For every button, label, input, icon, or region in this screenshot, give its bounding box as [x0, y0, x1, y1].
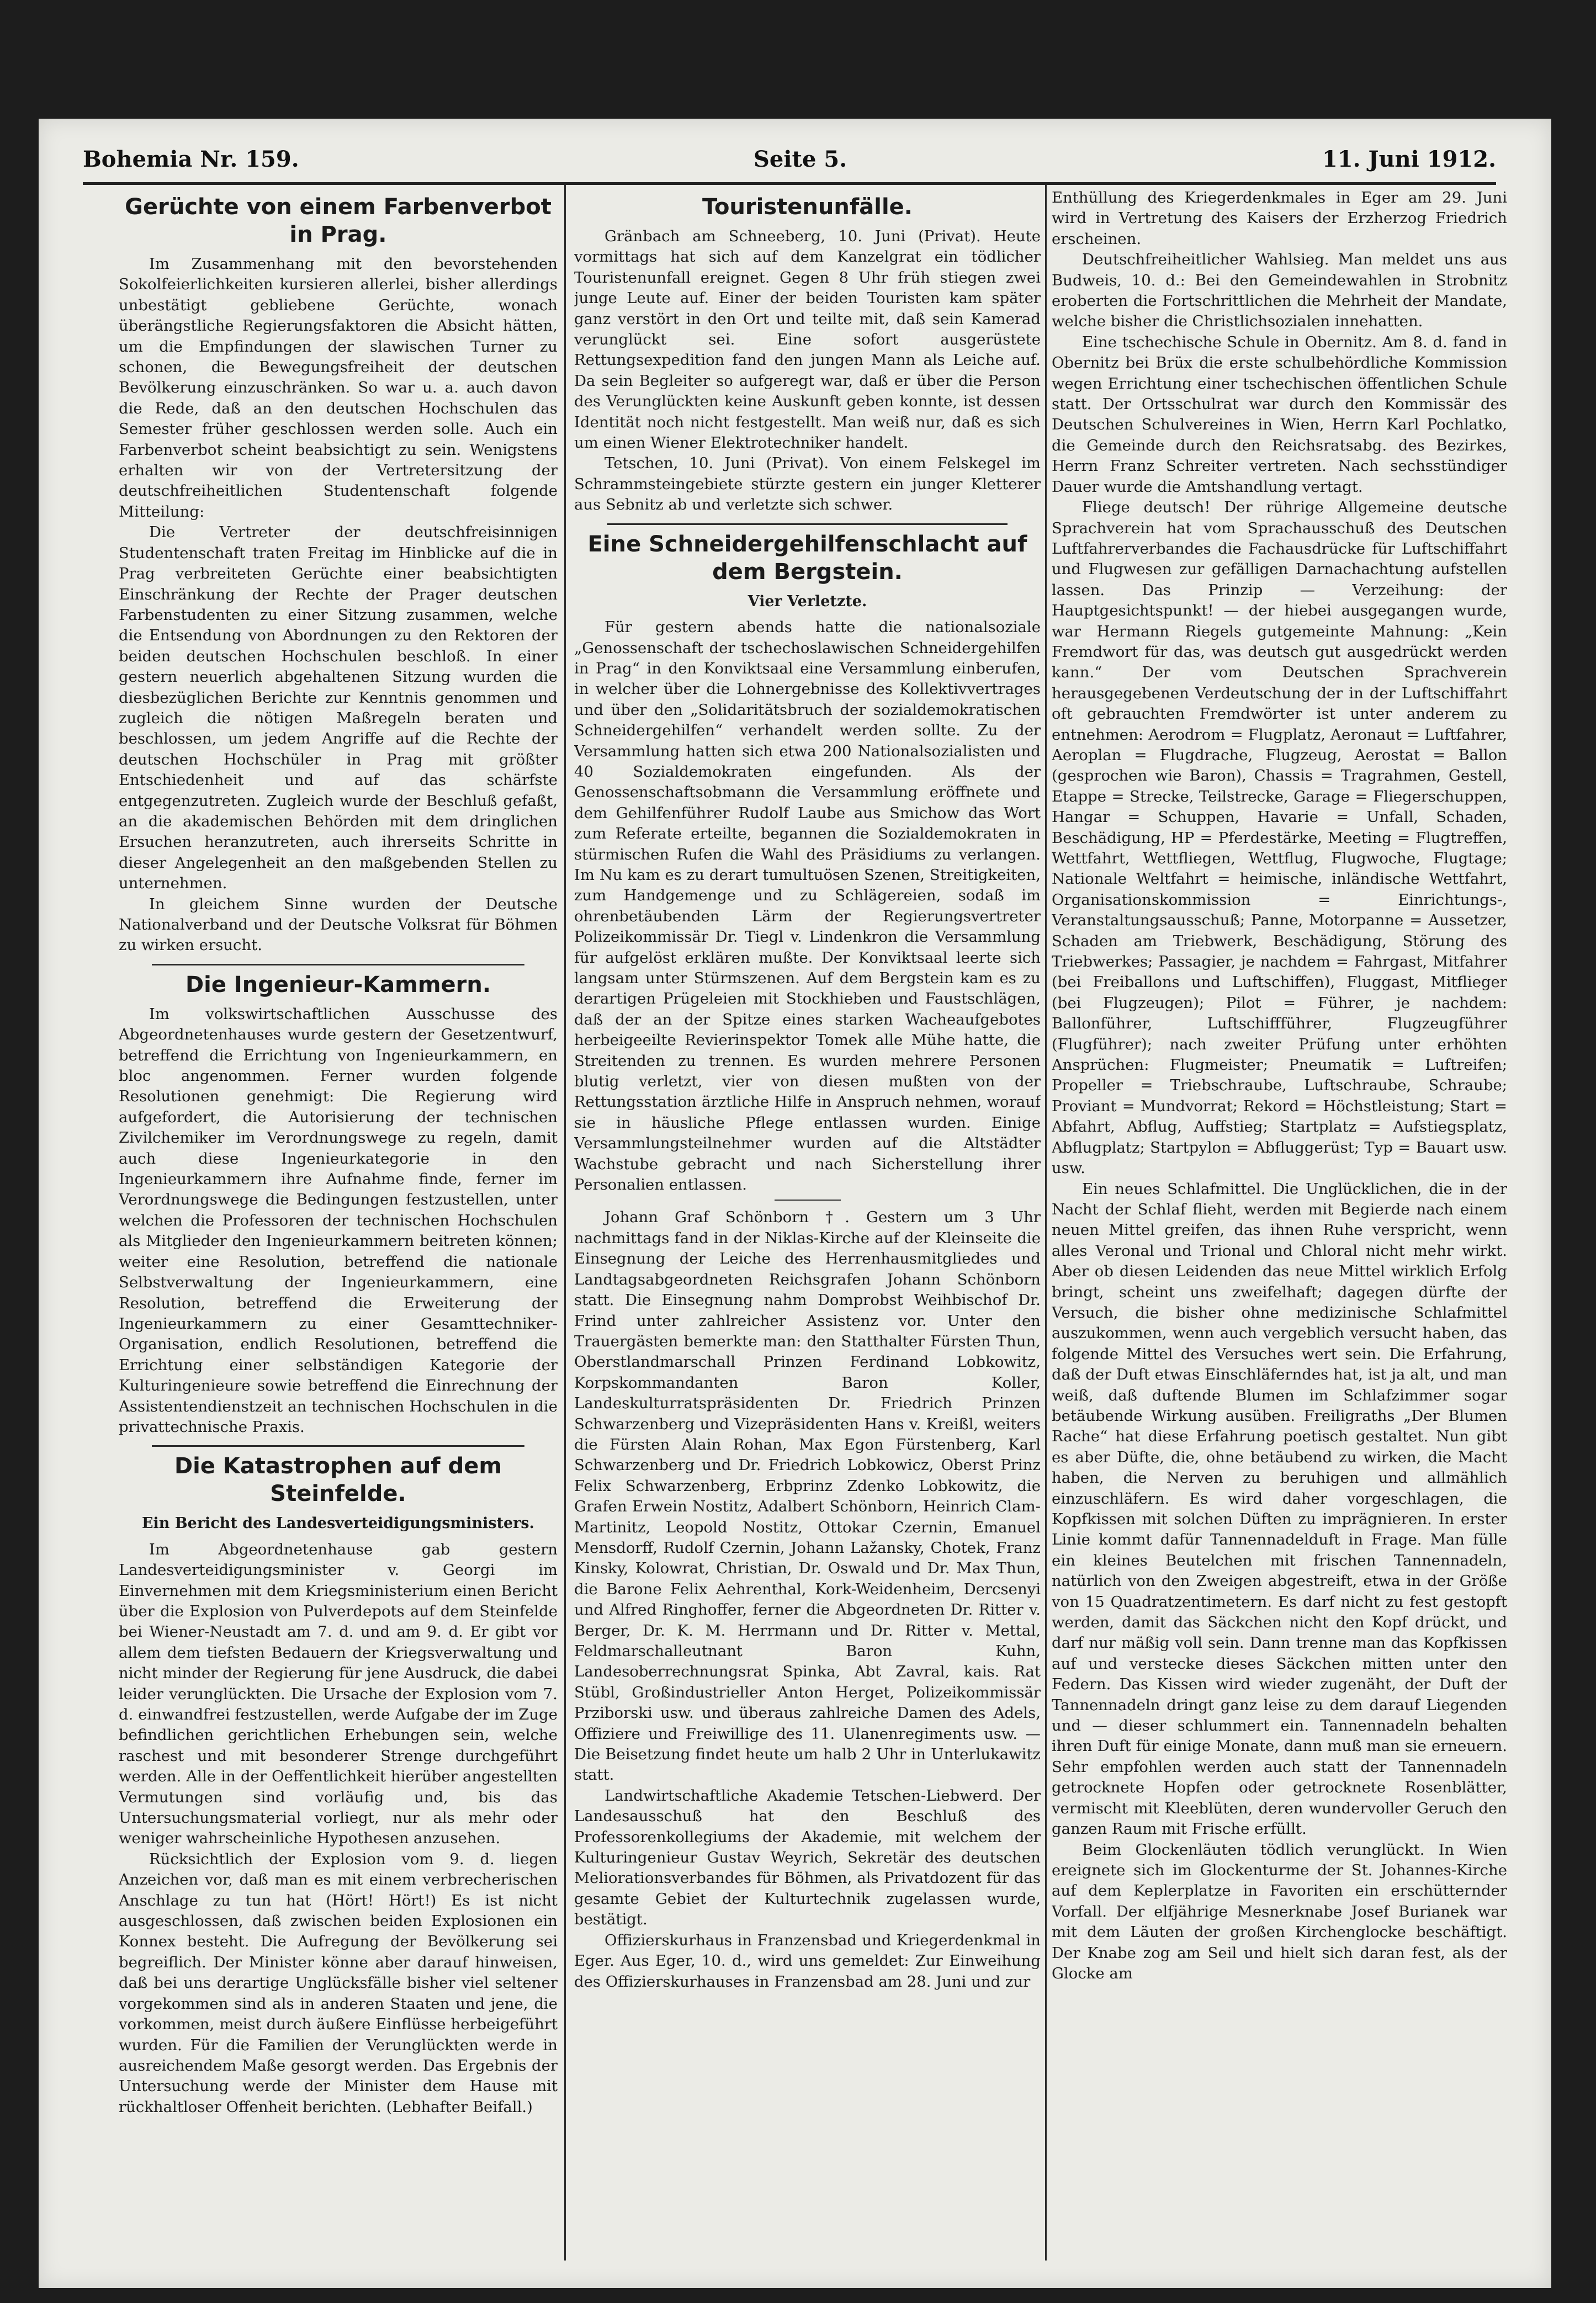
column-1 — [119, 188, 558, 2263]
article-paragraph: Beim Glockenläuten tödlich verunglückt. In Wien ereignete sich im Glockenturme der St. Johannes-Kirche auf dem Keplerplatze in Favoriten ein erschütternder Vorfall. Der elfjährige Mesnerknabe Josef Burianek war mit dem Läuten der großen Kirchenglocke beschäftigt. Der Knabe zog am Seil und hielt sich daran fest, als der Glocke am — [1052, 1840, 1507, 1982]
column-divider-2 — [1045, 185, 1047, 2260]
headline-farbenverbot: Gerüchte von einem Farbenverbot in Prag. — [125, 194, 552, 247]
article-paragraph: Die Vertreter der deutschfreisinnigen Studentenschaft traten Freitag im Hinblicke auf die in Prag verbreiteten Gerüchte einer beabsichtigten Einschränkung der Rechte der Prager deutschen Farbenstudenten zu einer Sitzung zusammen, welche die Entsendung von Abordnungen zu den Rektoren der beiden deutschen Hochschulen beschloß. In einer gestern neuerlich abgehaltenen Sitzung wurden die diesbezüglichen Berichte zur Kenntnis genommen und zugleich die nötigen Maßregeln beraten und beschlossen, um jedem Angriffe auf die Rechte der deutschen Hochschüler in Prag mit größter Entschiedenheit und auf das schärfste entgegenzutreten. Zugleich wurde der Beschluß gefaßt, an die akademischen Behörden mit dem dringlichen Ersuchen heranzutreten, auch ihrerseits Schritte in dieser Angelegenheit an den maßgebenden Stellen zu unternehmen. — [119, 523, 558, 893]
header-left: Bohemia Nr. 159. — [83, 146, 299, 172]
article-paragraph: Im volkswirtschaftlichen Ausschusse des Abgeordnetenhauses wurde gestern der Gesetzentwurf, betreffend die Errichtung von Ingenieurkammern, en bloc angenommen. Ferner wurden folgende Resolutionen genehmigt: Die Regierung wird aufgefordert, die Autorisierung der technischen Zivilchemiker im Verordnungswege zu regeln, damit auch diese Ingenieurkategorie in den Ingenieurkammern ihre Aufnahme finde, ferner im Verordnungswege die Bedingungen festzustellen, unter welchen die Professoren der technischen Hochschulen als Mitglieder den Ingenieurkammern beitreten können; weiter eine Resolution, betreffend die nationale Selbstverwaltung der Ingenieurkammern, eine Resolution, betreffend die Erweiterung der Ingenieurkammern zu einer Gesamttechniker-Organisation, endlich Resolutionen, betreffend die Errichtung einer selbständigen Kategorie der Kulturingenieure sowie betreffend die Einrechnung der Assistentendienstzeit an technischen Hochschulen in die privattechnische Praxis. — [119, 1005, 558, 1436]
article-paragraph: Landwirtschaftliche Akademie Tetschen-Liebwerd. Der Landesausschuß hat den Beschluß des Professorenkollegiums der Akademie, mit welchem der Kulturingenieur Gustav Weyrich, Sekretär des deutschen Meliorationsverbandes für Böhmen, als Privatdozent für das gesamte Gebiet der Kulturtechnik zugelassen wurde, bestätigt. — [574, 1786, 1041, 1929]
column-2 — [574, 188, 1041, 2263]
section-rule — [607, 523, 1008, 525]
headline-ingenieur-kammern: Die Ingenieur-Kammern. — [185, 972, 491, 997]
article-paragraph: Deutschfreiheitlicher Wahlsieg. Man meldet uns aus Budweis, 10. d.: Bei den Gemeindewahlen in Strobnitz eroberten die Fortschrittlichen die Mehrheit der Mandate, welche bisher die Christlichsozialen innehatten. — [1052, 251, 1507, 331]
article-paragraph: In gleichem Sinne wurden der Deutsche Nationalverband und der Deutsche Volksrat für Böhmen zu wirken ersucht. — [119, 895, 558, 954]
column-divider-1 — [564, 185, 566, 2260]
subheadline-verletzte: Vier Verletzte. — [747, 592, 867, 610]
page-header — [83, 141, 1496, 179]
headline-schneidergehilfenschlacht: Eine Schneidergehilfenschlacht auf dem Bergstein. — [587, 531, 1027, 585]
article-paragraph: Johann Graf Schönborn †. Gestern um 3 Uhr nachmittags fand in der Niklas-Kirche auf der Kleinseite die Einsegnung der Leiche des Herrenhausmitgliedes und Landtagsabgeordneten Reichsgrafen Johann Schönborn statt. Die Einsegnung nahm Domprobst Weihbischof Dr. Frind unter zahlreicher Assistenz vor. Unter den Trauergästen bemerkte man: den Statthalter Fürsten Thun, Oberstlandmarschall Prinzen Ferdinand Lobkowitz, Korpskommandanten Baron Koller, Landeskulturratspräsidenten Dr. Friedrich Prinzen Schwarzenberg und Vizepräsidenten Hans v. Kreißl, weiters die Fürsten Alain Rohan, Max Egon Fürstenberg, Karl Schwarzenberg und Dr. Friedrich Lobkowicz, Oberst Prinz Felix Schwarzenberg, Erbprinz Zdenko Lobkowitz, die Grafen Erwein Nostitz, Adalbert Schönborn, Heinrich Clam-Martinitz, Leopold Nostitz, Ottokar Czernin, Emanuel Mensdorff, Rudolf Czernin, Johann Lažansky, Chotek, Franz Kinsky, Kolowrat, Christian, Dr. Oswald und Dr. Max Thun, die Barone Felix Aehrenthal, Kork-Weidenheim, Dercsenyi und Alfred Ringhoffer, ferner die Abgeordneten Dr. Ritter v. Berger, Dr. K. M. Herrmann und Dr. Ritter v. Mettal, Feldmarschalleutnant Baron Kuhn, Landesoberrechnungsrat Spinka, Abt Zavral, kais. Rat Stübl, Großindustrieller Anton Herget, Polizeikommissär Prziborski usw. und überaus zahlreiche Damen des Adels, Offiziere und Freiwillige des 11. Ulanenregiments usw. — Die Beisetzung findet heute um halb 2 Uhr in Unterlukawitz statt. — [574, 1208, 1041, 1784]
header-rule — [83, 182, 1496, 185]
header-center: Seite 5. — [754, 146, 847, 172]
article-paragraph: Ein neues Schlafmittel. Die Unglücklichen, die in der Nacht der Schlaf flieht, werden mit Begierde nach einem neuen Mittel greifen, das ihnen Ruhe verspricht, wenn alles Veronal und Trional und Chloral nicht mehr wirkt. Aber ob diesen Leidenden das neue Mittel wirklich Erfolg bringt, scheint uns zweifelhaft; dagegen dürfte der Versuch, die bisher ohne medizinische Schlafmittel auszukommen, wenn auch vergeblich versucht haben, das folgende Mittel des Versuches wert sein. Die Erfahrung, daß der Duft etwas Einschläferndes hat, ist ja alt, und man weiß, daß duftende Blumen im Schlafzimmer sogar betäubende Wirkung ausüben. Freiligraths „Der Blumen Rache“ hat diese Erfahrung poetisch gestaltet. Nun gibt es aber Düfte, die, ohne betäubend zu wirken, die Macht haben, die Nerven zu beruhigen und allmählich einzuschläfern. Es wird daher vorgeschlagen, die Kopfkissen mit solchen Düften zu imprägnieren. In erster Linie kommt dafür Tannennadelduft in Frage. Man fülle ein kleines Beutelchen mit frischen Tannennadeln, natürlich von den Zweigen abgestreift, etwa in der Größe von 15 Quadratzentimetern. Es darf nicht zu fest gestopft werden, damit das Säckchen nicht den Kopf drückt, und darf nur mäßig voll sein. Dann trenne man das Kopfkissen auf und verstecke dieses Säckchen mitten unter den Federn. Das Kissen wird wieder zugenäht, der Duft der Tannennadeln dringt ganz leise zu dem darauf Liegenden und — dieser schlummert ein. Tannennadeln behalten ihren Duft für einige Monate, dann muß man sie erneuern. Sehr empfohlen werden auch statt der Tannennadeln getrocknete Hopfen oder getrocknete Rosenblätter, vermischt mit Kleeblüten, deren wundervoller Geruch den ganzen Raum mit Frische erfüllt. — [1052, 1180, 1507, 1838]
header-right: 11. Juni 1912. — [1322, 146, 1496, 172]
article-paragraph: Im Abgeordnetenhause gab gestern Landesverteidigungsminister v. Georgi im Einvernehmen mit dem Kriegsministerium einen Bericht über die Explosion von Pulverdepots auf dem Steinfelde bei Wiener-Neustadt am 7. d. und am 9. d. Er gibt vor allem dem tiefsten Bedauern der Kriegsverwaltung und nicht minder der Regierung für jene Ausdruck, die dabei leider verunglückten. Die Ursache der Explosion vom 7. d. einwandfrei festzustellen, werde Aufgabe der im Zuge befindlichen gerichtlichen Erhebungen sein, welche raschest und mit besonderer Strenge durchgeführt werden. Alle in der Oeffentlichkeit hierüber angestellten Vermutungen sind vorläufig und, bis das Untersuchungsmaterial vorliegt, nur als mehr oder weniger wahrscheinliche Hypothesen anzusehen. — [119, 1540, 558, 1848]
article-paragraph: Fliege deutsch! Der rührige Allgemeine deutsche Sprachverein hat vom Sprachausschuß des Deutschen Luftfahrerverbandes die Fachausdrücke für Luftschiffahrt und Flugwesen zur gefälligen Darnachachtung aufstellen lassen. Das Prinzip — Verzeihung: der Hauptgesichtspunkt! — der hiebei ausgegangen wurde, war Hermann Riegels gutgemeinte Mahnung: „Kein Fremdwort für das, was deutsch gut ausgedrückt werden kann.“ Der vom Deutschen Sprachverein herausgegebenen Verdeutschung der in der Luftschiffahrt oft gebrauchten Fremdwörter ist unter anderem zu entnehmen: Aerodrom = Flugplatz, Aeronaut = Luftfahrer, Aeroplan = Flugdrache, Flugzeug, Aerostat = Ballon (gesprochen wie Baron), Chassis = Tragrahmen, Gestell, Etappe = Strecke, Teilstrecke, Garage = Fliegerschuppen, Hangar = Schuppen, Havarie = Unfall, Schaden, Beschädigung, HP = Pferdestärke, Meeting = Flugtreffen, Wettfahrt, Wettfliegen, Wettflug, Flugwoche, Flugtage; Nationale Weltfahrt = heimische, inländische Wettfahrt, Organisationskommission = Einrichtungs-, Veranstaltungsausschuß; Panne, Motorpanne = Aussetzer, Schaden am Triebwerk, Beschädigung, Störung des Triebwerkes; Passagier, je nachdem = Fahrgast, Mitfahrer (bei Freiballons und Luftschiffen), Fluggast, Mitflieger (bei Flugzeugen); Pilot = Führer, je nachdem: Ballonführer, Luftschiffführer, Flugzeugführer (Flugführer); nach zweiter Prüfung unter erhöhten Ansprüchen: Flugmeister; Pneumatik = Luftreifen; Propeller = Triebschraube, Luftschraube, Schraube; Proviant = Mundvorrat; Rekord = Höchstleistung; Start = Abfahrt, Abflug, Auffstieg; Startplatz = Aufstiegsplatz, Abflugplatz; Startpylon = Abfluggerüst; Typ = Bauart usw. usw. — [1052, 498, 1507, 1177]
short-rule — [775, 1200, 841, 1201]
column-3 — [1052, 188, 1507, 2263]
section-rule — [152, 964, 524, 965]
article-paragraph: Für gestern abends hatte die nationalsoziale „Genossenschaft der tschechoslawischen Schneidergehilfen in Prag“ in den Konviktsaal eine Versammlung einberufen, in welcher über die Lohnergebnisse des Kollektivvertrages und über den „Solidaritätsbruch der sozialdemokratischen Schneidergehilfen“ verhandelt werden sollte. Zu der Versammlung hatten sich etwa 200 Nationalsozialisten und 40 Sozialdemokraten eingefunden. Als der Genossenschaftsobmann die Versammlung eröffnete und dem Gehilfenführer Rudolf Laube aus Smichow das Wort zum Referate erteilte, begannen die Sozialdemokraten in stürmischen Rufen die Wahl des Präsidiums zu verlangen. Im Nu kam es zu derart tumultuösen Szenen, Streitigkeiten, zum Handgemenge und zu Schlägereien, sodaß im ohrenbetäubenden Lärm der Regierungsvertreter Polizeikommissär Dr. Tiegl v. Lindenkron die Versammlung für aufgelöst erklären mußte. Der Konviktsaal leerte sich langsam unter Stürmszenen. Auf dem Bergstein kam es zu derartigen Prügeleien mit Stockhieben und Faustschlägen, daß der an der Spitze eines starken Wacheaufgebotes herbeigeeilte Revierinspektor Tomek alle Mühe hatte, die Streitenden zu trennen. Es wurden mehrere Personen blutig verletzt, vier von diesen mußten von der Rettungsstation ärztliche Hilfe in Anspruch nehmen, worauf sie in häusliche Pflege entlassen wurden. Einige Versammlungsteilnehmer wurden auf die Altstädter Wachstube gebracht und nach Sicherstellung ihrer Personalien entlassen. — [574, 618, 1041, 1194]
article-paragraph: Tetschen, 10. Juni (Privat). Von einem Felskegel im Schrammsteingebiete stürzte gestern ein junger Kletterer aus Sebnitz ab und verletzte sich schwer. — [574, 454, 1041, 514]
article-paragraph: Gränbach am Schneeberg, 10. Juni (Privat). Heute vormittags hat sich auf dem Kanzelgrat ein tödlicher Touristenunfall ereignet. Gegen 8 Uhr früh stiegen zwei junge Leute auf. Einer der beiden Touristen kam später ganz verstört in den Ort und teilte mit, daß sein Kamerad verunglückt sei. Eine sofort ausgerüstete Rettungsexpedition fand den jungen Mann als Leiche auf. Da sein Begleiter so aufgeregt war, daß er über die Person des Verunglückten keine Auskunft geben konnte, ist dessen Identität noch nicht festgestellt. Man weiß nur, daß es sich um einen Wiener Elektrotechniker handelt. — [574, 227, 1041, 452]
article-paragraph: Eine tschechische Schule in Obernitz. Am 8. d. fand in Obernitz bei Brüx die erste schulbehördliche Kommission wegen Errichtung einer tschechischen öffentlichen Schule statt. Der Ortsschulrat war durch den Kommissär des Deutschen Schulvereines in Wien, Herrn Karl Pochlatko, die Gemeinde durch den Reichsratsabg. des Bezirkes, Herrn Franz Schreiter vertreten. Nach sechsstündiger Dauer wurde die Amtshandlung vertagt. — [1052, 333, 1507, 496]
article-paragraph: Im Zusammenhang mit den bevorstehenden Sokolfeierlichkeiten kursieren allerlei, bisher allerdings unbestätigt gebliebene Gerüchte, wonach überängstliche Regierungsfaktoren die Absicht hätten, um die Empfindungen der slawischen Turner zu schonen, die Bewegungsfreiheit der deutschen Bevölkerung einzuschränken. So war u. a. auch davon die Rede, daß an den deutschen Hochschulen das Semester früher geschlossen werden solle. Auch ein Farbenverbot scheint beabsichtigt zu sein. Wenigstens erhalten wir von der Vertretersitzung der deutschfreiheitlichen Studentenschaft folgende Mitteilung: — [119, 255, 558, 521]
article-paragraph: Enthüllung des Kriegerdenkmales in Eger am 29. Juni wird in Vertretung des Kaisers der Erzherzog Friedrich erscheinen. — [1052, 189, 1507, 248]
subheadline-bericht: Ein Bericht des Landesverteidigungsministers. — [141, 1515, 535, 1532]
section-rule — [152, 1445, 524, 1447]
article-paragraph: Rücksichtlich der Explosion vom 9. d. liegen Anzeichen vor, daß man es mit einem verbrecherischen Anschlage zu tun hat (Hört! Hört!) Es ist nicht ausgeschlossen, daß zwischen beiden Explosionen ein Konnex besteht. Die Aufregung der Bevölkerung sei begreiflich. Der Minister könne aber darauf hinweisen, daß bei uns derartige Unglücksfälle bisher viel seltener vorgekommen sind als in anderen Staaten und jene, die vorkommen, meist durch äußere Einflüsse herbeigeführt wurden. Für die Familien der Verunglückten werde in ausreichendem Maße gesorgt werden. Das Ergebnis der Untersuchung werde der Minister dem Hause mit rückhaltloser Offenheit berichten. (Lebhafter Beifall.) — [119, 1850, 558, 2116]
headline-touristenunfaelle: Touristenunfälle. — [702, 194, 913, 220]
headline-katastrophen: Die Katastrophen auf dem Steinfelde. — [174, 1453, 502, 1507]
article-paragraph: Offizierskurhaus in Franzensbad und Kriegerdenkmal in Eger. Aus Eger, 10. d., wird uns gemeldet: Zur Einweihung des Offizierskurhauses in Franzensbad am 28. Juni und zur — [574, 1931, 1041, 1991]
